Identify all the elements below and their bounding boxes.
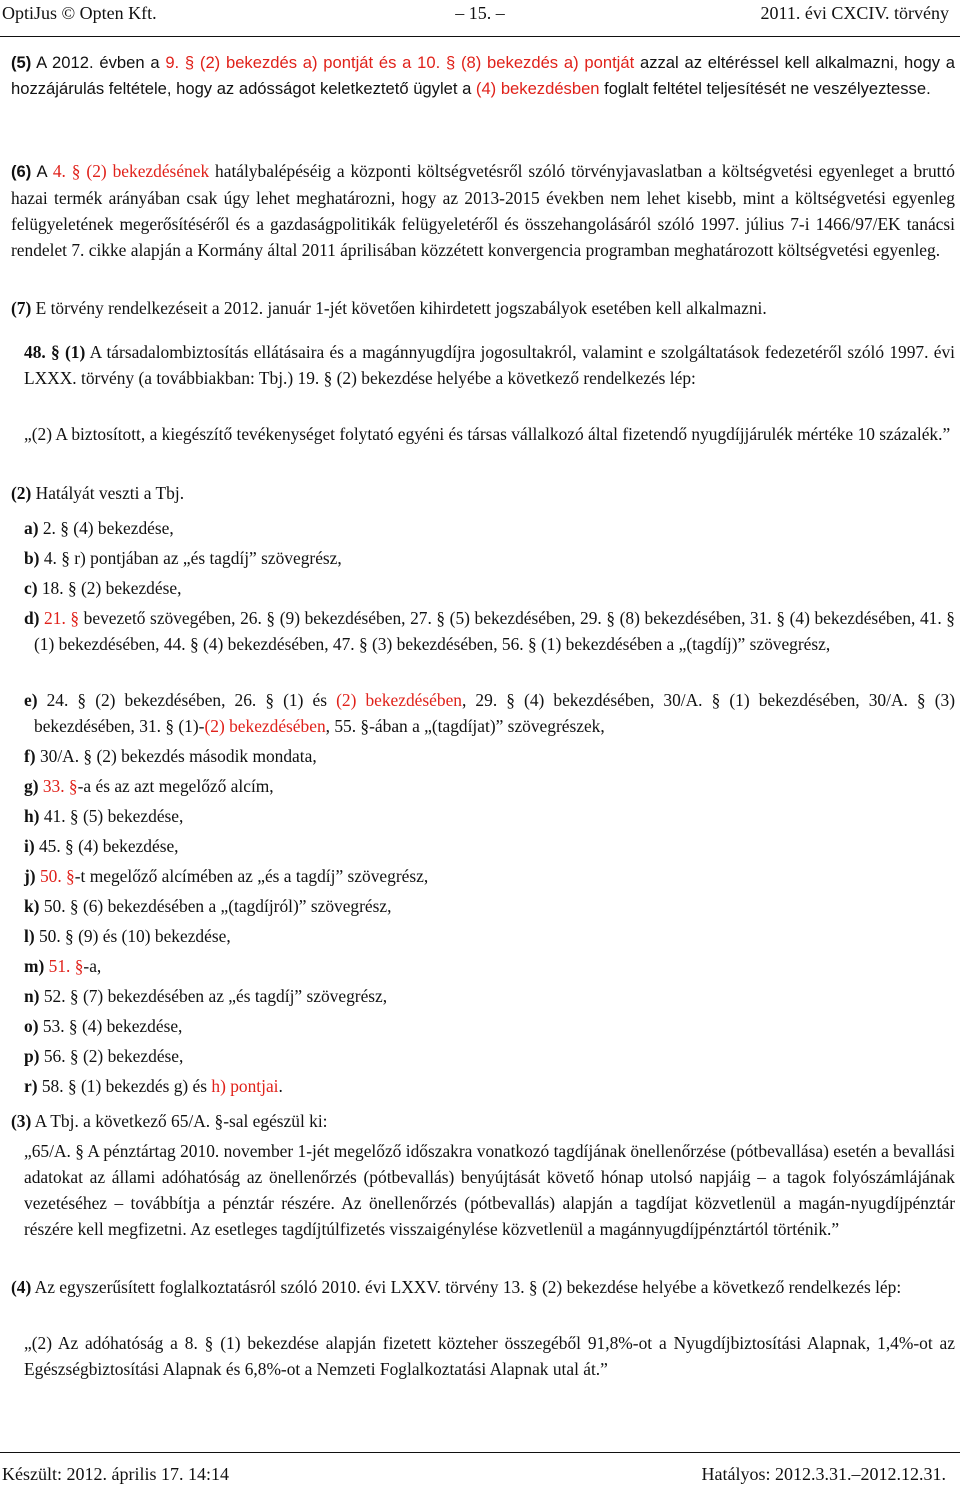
paragraph-6-label: (6) xyxy=(11,162,32,181)
list-item-text: 50. § (9) és (10) bekezdése, xyxy=(34,926,231,946)
list-item-label: j) xyxy=(24,866,36,886)
paragraph-2-text: Hatályát veszti a Tbj. xyxy=(31,483,185,503)
list-item-g xyxy=(24,773,955,799)
list-item-text-mid: , 29. § (4) bekezdésében, 30/A. § (1) bekezdésében, 30/A. § (3) bekezdésében, 31. § (1)- xyxy=(34,690,955,736)
list-item-text: -a, xyxy=(83,956,102,976)
list-item-text: -t megelőző alcímében az „és a tagdíj” szövegrész, xyxy=(74,866,429,886)
list-item-label: n) xyxy=(24,986,40,1006)
list-item-f xyxy=(24,743,955,769)
paragraph-7-text: E törvény rendelkezéseit a 2012. január 1-jét követően kihirdetett jogszabályok esetében kell alkalmazni. xyxy=(31,298,767,318)
paragraph-2-label: (2) xyxy=(11,483,32,503)
paragraph-7-label: (7) xyxy=(11,298,32,318)
paragraph-6-text-a: A xyxy=(31,162,53,181)
list-item-label: b) xyxy=(24,548,40,568)
list-item-label: l) xyxy=(24,926,35,946)
list-item-text: 24. § (2) bekezdésében, 26. § (1) és xyxy=(37,690,337,710)
list-item-text: bevezető szövegében, 26. § (9) bekezdésében, 27. § (5) bekezdésében, 29. § (8) bekezdésében, 31. § (4) bekezdésében, 41. § (1) bekezdésében, 44. § (4) bekezdésében, 47. § (3) bekezdésében, 56. § (1) bekezdésében a „(tagdíj)” szövegrész, xyxy=(34,608,955,654)
section-48 xyxy=(24,339,955,391)
section-48-text: A társadalombiztosítás ellátásaira és a magánnyugdíjra jogosultakról, valamint e szolgáltatások fedezetéről szóló 1997. évi LXXX. törvény (a továbbiakban: Tbj.) 19. § (2) bekezdése helyébe a következő rendelkezés lép: xyxy=(24,342,955,388)
paragraph-5-ref[interactable]: 9. § (2) bekezdés a) pontját és a 10. § (8) bekezdés a) pontját xyxy=(165,53,635,72)
list-item-b xyxy=(24,545,955,571)
list-item-text: -a és az azt megelőző alcím, xyxy=(77,776,274,796)
paragraph-6 xyxy=(11,158,955,263)
list-item-text: 18. § (2) bekezdése, xyxy=(37,578,182,598)
list-item-label: o) xyxy=(24,1016,39,1036)
page-footer xyxy=(0,1458,960,1484)
list-item-text: 52. § (7) bekezdésében az „és tagdíj” szövegrész, xyxy=(39,986,388,1006)
paragraph-2 xyxy=(11,480,955,506)
list-item-text: 41. § (5) bekezdése, xyxy=(39,806,184,826)
list-item-p xyxy=(24,1043,955,1069)
list-item-label: h) xyxy=(24,806,40,826)
footer-rule xyxy=(0,1452,960,1453)
paragraph-4 xyxy=(11,1274,955,1300)
list-item-a xyxy=(24,515,955,541)
list-item-ref[interactable]: 33. § xyxy=(38,776,78,796)
list-item-l xyxy=(24,923,955,949)
list-item-m xyxy=(24,953,955,979)
list-item-e xyxy=(24,687,955,739)
list-item-text: 45. § (4) bekezdése, xyxy=(34,836,179,856)
list-item-label: a) xyxy=(24,518,39,538)
paragraph-6-text-b: hatálybalépéséig a központi költségvetésről szóló törvényjavaslatban a költségvetési egyenleget a bruttó hazai termék arányában csak úgy lehet meghatározni, hogy az 2013-2015 években nem lehet kisebb, mint a költségvetési egyenleg felügyeletének megerősítéséről és a gazdaságpolitikák felügyeletéről és összehangolásáról szóló 1997. július 7-i 1466/97/EK tanácsi rendelet 7. cikke alapján a Kormány által 2011 áprilisában közzétett konvergencia programban meghatározott költségvetési egyenleg. xyxy=(11,161,955,260)
page-header xyxy=(0,0,960,26)
paragraph-5-text-c: foglalt feltétel teljesítését ne veszélyeztesse. xyxy=(599,79,931,98)
list-item-text: 4. § r) pontjában az „és tagdíj” szövegrész, xyxy=(39,548,342,568)
list-item-r xyxy=(24,1073,955,1099)
header-rule xyxy=(0,36,960,37)
list-item-text: 56. § (2) bekezdése, xyxy=(39,1046,184,1066)
quote-3: „(2) Az adóhatóság a 8. § (1) bekezdése alapján fizetett közteher összegéből 91,8%-ot a Nyugdíjbiztosítási Alapnak, 1,4%-ot az Egészségbiztosítási Alapnak és 6,8%-ot a Nemzeti Foglalkoztatási Alapnak utal át.” xyxy=(24,1333,955,1379)
list-item-label: k) xyxy=(24,896,40,916)
footer-created: Készült: 2012. április 17. 14:14 xyxy=(2,1464,229,1484)
list-item-text: 50. § (6) bekezdésében a „(tagdíjról)” szövegrész, xyxy=(39,896,392,916)
list-item-label: c) xyxy=(24,578,38,598)
footer-validity: Hatályos: 2012.3.31.–2012.12.31. xyxy=(701,1464,946,1484)
list-item-ref[interactable]: h) pontjai xyxy=(211,1076,279,1096)
quote-1: „(2) A biztosított, a kiegészítő tevékenységet folytató egyéni és társas vállalkozó által fizetendő nyugdíjjárulék mértéke 10 százalék.” xyxy=(24,424,951,444)
list-item-label: r) xyxy=(24,1076,38,1096)
list-item-ref[interactable]: 51. § xyxy=(44,956,84,976)
list-item-h xyxy=(24,803,955,829)
section-48-number: 48. xyxy=(24,342,46,362)
list-item-j xyxy=(24,863,955,889)
list-item-label: i) xyxy=(24,836,35,856)
list-item-k xyxy=(24,893,955,919)
list-item-label: e) xyxy=(24,690,38,710)
paragraph-5-label: (5) xyxy=(11,53,32,72)
list-item-text: 30/A. § (2) bekezdés második mondata, xyxy=(35,746,317,766)
paragraph-5-text-b: azzal az eltéréssel kell alkalmazni, hogy a hozzájárulás feltétele, hogy az adósságot keletkeztető ügylet a xyxy=(11,53,955,98)
quote-2: „65/A. § A pénztártag 2010. november 1-jét megelőző időszakra vonatkozó tagdíjának önellenőrzése (pótbevallása) esetén a bevallási adatokat az állami adóhatóság az önellenőrzés (pótbevallás) benyújtását követő hónap utolsó napjáig – a tagok folyószámlájának vezetéséhez – továbbítja a pénztár részére. Az önellenőrzés (pótbevallás) alapján a tagdíjat közvetlenül a magán-nyugdíjpénztár részére kell megfizetni. Az esetleges tagdíjtúlfizetés visszaigénylése közvetlenül a magánnyugdíjpénztártól történik.” xyxy=(24,1141,955,1239)
list-item-label: f) xyxy=(24,746,36,766)
paragraph-7 xyxy=(11,295,955,321)
list-item-n xyxy=(24,983,955,1009)
list-item-label: d) xyxy=(24,608,40,628)
paragraph-3 xyxy=(11,1108,955,1134)
list-item-text: 53. § (4) bekezdése, xyxy=(38,1016,183,1036)
list-item-text-post: . xyxy=(278,1076,283,1096)
list-item-d xyxy=(24,605,955,657)
list-item-ref[interactable]: 21. § xyxy=(39,608,80,628)
paragraph-4-label: (4) xyxy=(11,1277,32,1297)
paragraph-4-text: Az egyszerűsített foglalkoztatásról szóló 2010. évi LXXV. törvény 13. § (2) bekezdése helyébe a következő rendelkezés lép: xyxy=(31,1277,902,1297)
list-item-o xyxy=(24,1013,955,1039)
paragraph-5 xyxy=(11,50,955,102)
list-item-label: g) xyxy=(24,776,39,796)
list-item-c xyxy=(24,575,955,601)
header-page-number: – 15. – xyxy=(455,3,505,23)
paragraph-6-ref[interactable]: 4. § (2) bekezdésének xyxy=(52,161,210,181)
list-item-ref-2[interactable]: (2) bekezdésében xyxy=(204,716,326,736)
list-item-i xyxy=(24,833,955,859)
list-item-text: 58. § (1) bekezdés g) és xyxy=(37,1076,212,1096)
list-item-label: p) xyxy=(24,1046,40,1066)
paragraph-5-text-a: A 2012. évben a xyxy=(31,53,166,72)
list-item-text-post: , 55. §-ában a „(tagdíjat)” szövegrészek, xyxy=(325,716,605,736)
list-item-ref[interactable]: (2) bekezdésében xyxy=(336,690,462,710)
paragraph-5-ref-2[interactable]: (4) bekezdésben xyxy=(475,79,600,98)
list-item-label: m) xyxy=(24,956,45,976)
list-item-ref[interactable]: 50. § xyxy=(35,866,75,886)
section-48-sub: § (1) xyxy=(51,342,86,362)
paragraph-3-text: A Tbj. a következő 65/A. §-sal egészül ki: xyxy=(31,1111,328,1131)
header-publisher: OptiJus © Opten Kft. xyxy=(2,3,157,23)
list-item-text: 2. § (4) bekezdése, xyxy=(38,518,174,538)
header-law-title: 2011. évi CXCIV. törvény xyxy=(760,3,949,23)
paragraph-3-label: (3) xyxy=(11,1111,32,1131)
